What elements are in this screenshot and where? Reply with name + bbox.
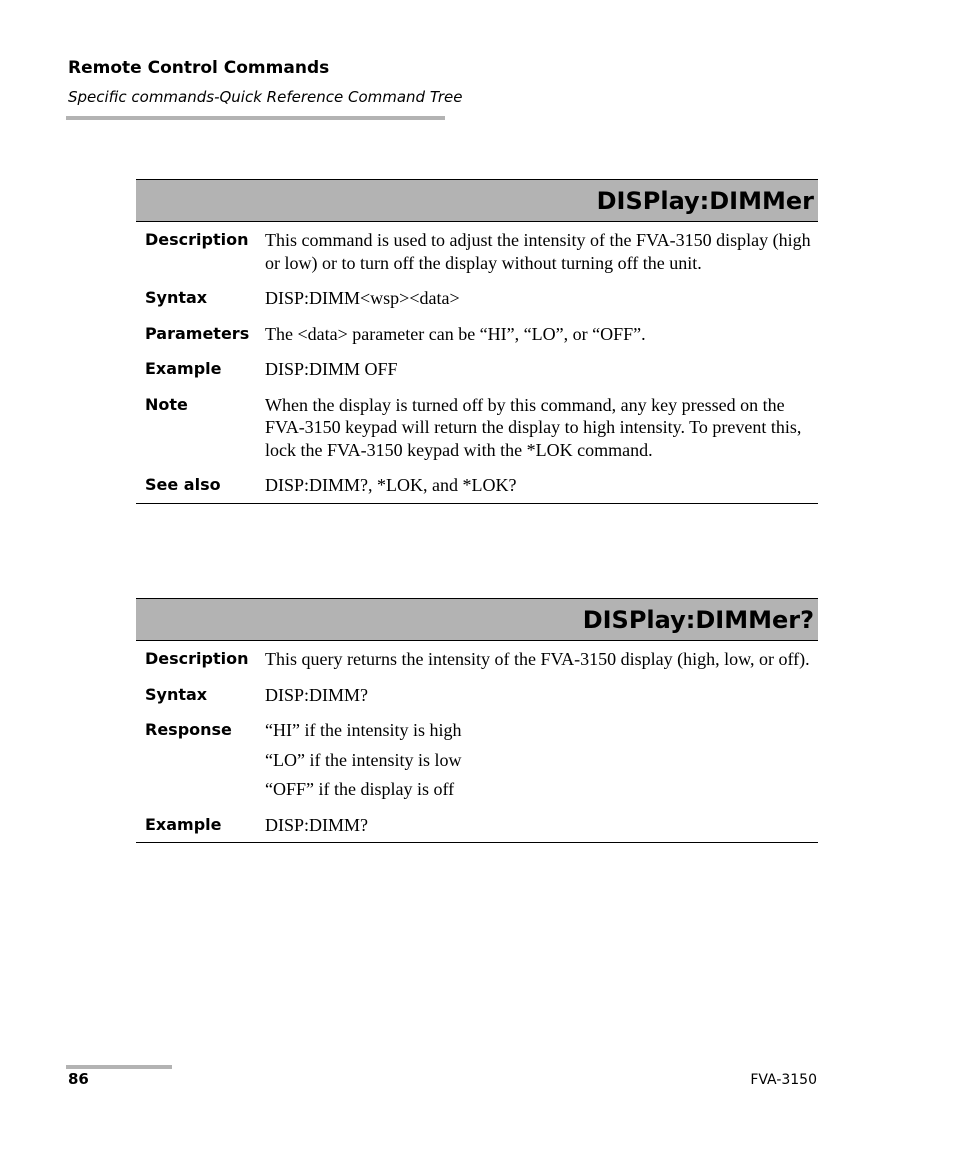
- row-value: DISP:DIMM?, *LOK, and *LOK?: [265, 475, 517, 495]
- header-divider: [66, 116, 445, 120]
- row-label: Note: [145, 394, 188, 414]
- row-value: When the display is turned off by this command, any key pressed on the FVA-3150 keypad will return the display to high intensity. To prevent this, lock the FVA-3150 keypad with the *LOK command.: [265, 394, 802, 460]
- command-row: [136, 814, 818, 844]
- row-value: DISP:DIMM OFF: [265, 359, 398, 379]
- command-row: [136, 323, 818, 346]
- page-number: 86: [68, 1070, 89, 1088]
- row-label: Example: [145, 359, 222, 378]
- row-label: [136, 749, 265, 772]
- command-row: [136, 394, 818, 462]
- command-row: [136, 719, 818, 742]
- row-value: The <data> parameter can be “HI”, “LO”, or “OFF”.: [265, 323, 646, 344]
- command-row: [136, 358, 818, 381]
- row-label: Parameters: [145, 323, 250, 343]
- row-value: “LO” if the intensity is low: [265, 749, 462, 770]
- row-label: Syntax: [145, 684, 208, 704]
- command-row: [136, 749, 818, 772]
- row-label: Syntax: [145, 288, 208, 307]
- row-value: DISP:DIMM<wsp><data>: [265, 288, 460, 308]
- row-value: This query returns the intensity of the FVA-3150 display (high, low, or off).: [265, 649, 810, 669]
- row-label: Description: [145, 230, 249, 249]
- command-row: [136, 287, 818, 310]
- row-value: This command is used to adjust the intensity of the FVA-3150 display (high or low) or to turn off the display without turning off the unit.: [265, 230, 811, 273]
- product-name: FVA-3150: [750, 1072, 817, 1088]
- command-row: [136, 648, 818, 671]
- running-header-title: Remote Control Commands: [68, 58, 330, 78]
- row-label: Description: [145, 649, 249, 668]
- row-label: Response: [145, 720, 232, 739]
- command-block-dimmer: [136, 179, 818, 504]
- command-title: DISPlay:DIMMer: [136, 179, 818, 222]
- row-label: See also: [145, 475, 221, 494]
- command-row: [136, 778, 818, 801]
- row-label: [136, 778, 265, 801]
- footer-divider: [66, 1065, 172, 1069]
- row-label: Example: [145, 814, 222, 834]
- command-row: [136, 474, 818, 504]
- row-value: “HI” if the intensity is high: [265, 720, 462, 740]
- command-title: DISPlay:DIMMer?: [136, 598, 818, 641]
- command-block-dimmer-query: [136, 598, 818, 843]
- row-value: DISP:DIMM?: [265, 684, 369, 705]
- row-value: “OFF” if the display is off: [265, 779, 455, 799]
- command-row: [136, 684, 818, 707]
- command-row: [136, 229, 818, 274]
- row-value: DISP:DIMM?: [265, 814, 369, 835]
- running-header-subtitle: Specific commands-Quick Reference Command Tree: [68, 88, 463, 106]
